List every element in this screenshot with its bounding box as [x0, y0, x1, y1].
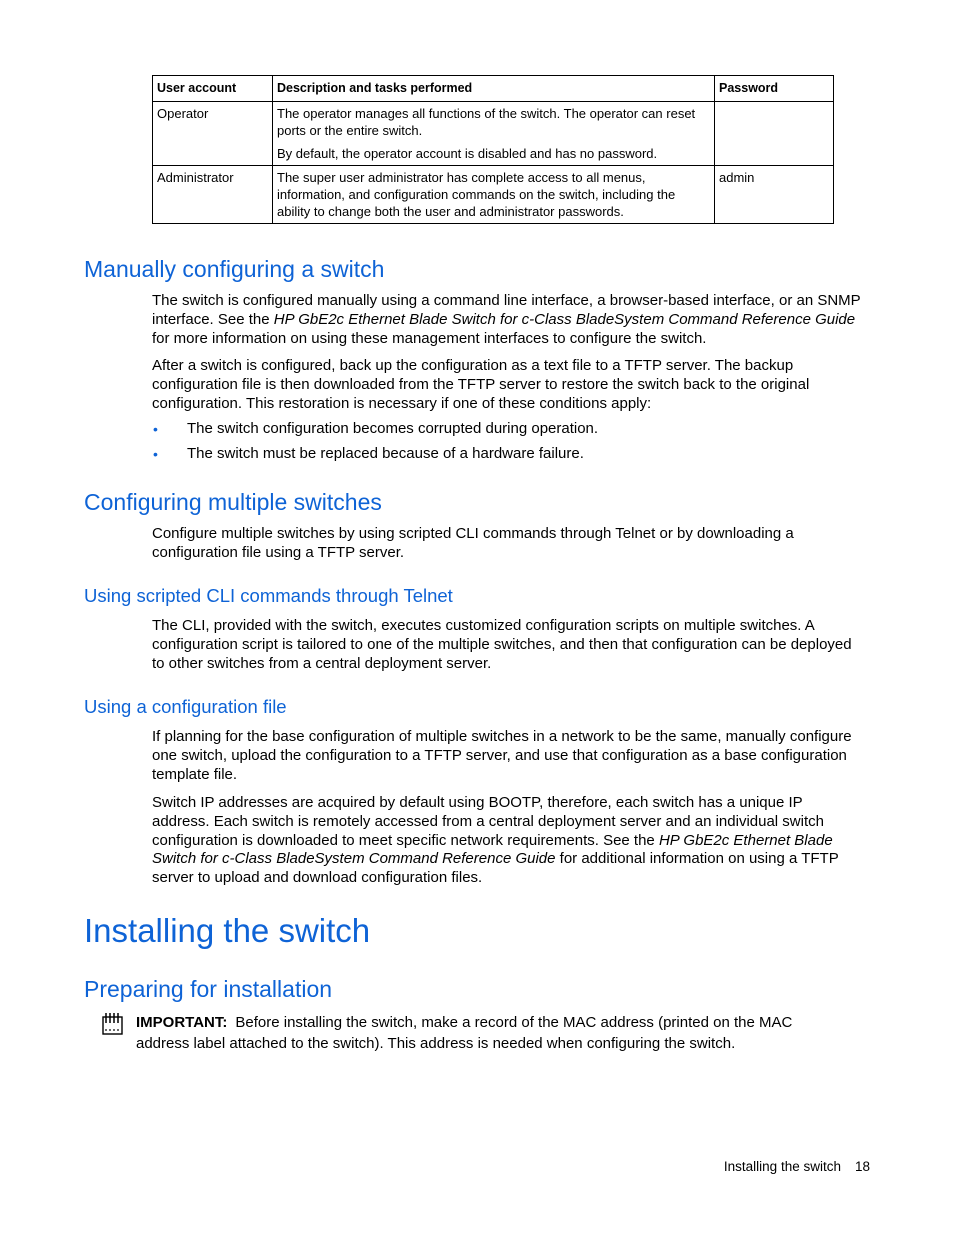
table-cell-text: The operator manages all functions of the switch. The operator can reset ports or the entire switch.: [277, 106, 696, 138]
table-cell-description: [273, 102, 715, 166]
paragraph: The CLI, provided with the switch, executes customized configuration scripts on multiple switches. A configuration script is tailored to one of the multiple switches, and then that configuration can be deployed to other switches from a central deployment server.: [152, 617, 852, 672]
page-footer: [724, 1158, 870, 1176]
text-run: for additional information on using a TFTP server to upload and download configuration files.: [152, 850, 839, 887]
footer-section-title: Installing the switch: [723, 1159, 841, 1174]
table-cell-account: Administrator: [153, 166, 273, 224]
table-cell-text: By default, the operator account is disabled and has no password.: [277, 146, 658, 161]
guide-title: HP GbE2c Ethernet Blade Switch for c-Class BladeSystem Command Reference Guide: [273, 310, 856, 328]
list-item: [152, 420, 852, 439]
bullet-icon: •: [153, 445, 158, 462]
table-header-row: [153, 76, 834, 102]
column-header-user-account: User account: [153, 76, 273, 102]
paragraph: [152, 794, 862, 888]
paragraph: If planning for the base configuration of multiple switches in a network to be the same, manually configure one switch, upload the configuration to a TFTP server, and use that configuration as a base configuration template file.: [152, 728, 852, 783]
important-label: IMPORTANT:: [136, 1014, 228, 1031]
page-number: 18: [854, 1159, 870, 1174]
table-cell-text: The super user administrator has complete access to all menus, information, and configuration commands on the switch, including the ability to change both the user and administrator passwords.: [277, 170, 676, 219]
section-heading-manual: Manually configuring a switch: [84, 256, 385, 282]
bullet-icon: •: [153, 421, 158, 437]
paragraph: After a switch is configured, back up the configuration as a text file to a TFTP server. The backup configuration file is then downloaded from the TFTP server to restore the switch back to the original configuration. This restoration is necessary if one of these conditions apply:: [152, 357, 810, 412]
table-cell-password: [715, 102, 834, 166]
list-item-text: The switch must be replaced because of a hardware failure.: [187, 444, 584, 462]
chapter-heading: Installing the switch: [84, 912, 371, 949]
table-cell-description: [273, 166, 715, 224]
table-cell-account: Operator: [153, 102, 273, 166]
text-run: Switch IP addresses are acquired by default using BOOTP, therefore, each switch has a unique IP address. Each switch is remotely accessed from a central deployment server and an individual switch configuration is downloaded to meet specific network requirements. See the: [152, 794, 824, 849]
text-run: for more information on using these management interfaces to configure the switch.: [152, 329, 707, 347]
section-heading-preparing: Preparing for installation: [84, 976, 333, 1002]
section-heading-multiple: Configuring multiple switches: [84, 489, 382, 515]
table-cell-password: admin: [715, 166, 834, 224]
guide-title: HP GbE2c Ethernet Blade Switch for c-Class BladeSystem Command Reference Guide: [152, 831, 833, 868]
list-item: [152, 445, 852, 464]
column-header-description: Description and tasks performed: [273, 76, 715, 102]
paragraph: [152, 292, 862, 348]
table-row: [153, 102, 834, 166]
bullet-list: [152, 420, 852, 470]
paragraph: Configure multiple switches by using scripted CLI commands through Telnet or by downloading a configuration file using a TFTP server.: [152, 525, 794, 561]
table-row: [153, 166, 834, 224]
text-run: The switch is configured manually using a command line interface, a browser-based interface, or an SNMP interface. See the: [152, 292, 861, 328]
subsection-heading-config-file: Using a configuration file: [84, 696, 287, 717]
user-account-table: [152, 75, 834, 224]
list-item-text: The switch configuration becomes corrupted during operation.: [187, 420, 599, 437]
important-notice: [100, 1012, 840, 1054]
subsection-heading-telnet: Using scripted CLI commands through Telnet: [84, 585, 453, 606]
important-icon: [100, 1012, 128, 1036]
column-header-password: Password: [715, 76, 834, 102]
important-body: Before installing the switch, make a record of the MAC address (printed on the MAC address label attached to the switch). This address is needed when configuring the switch.: [136, 1014, 793, 1052]
important-text: [100, 1012, 840, 1054]
